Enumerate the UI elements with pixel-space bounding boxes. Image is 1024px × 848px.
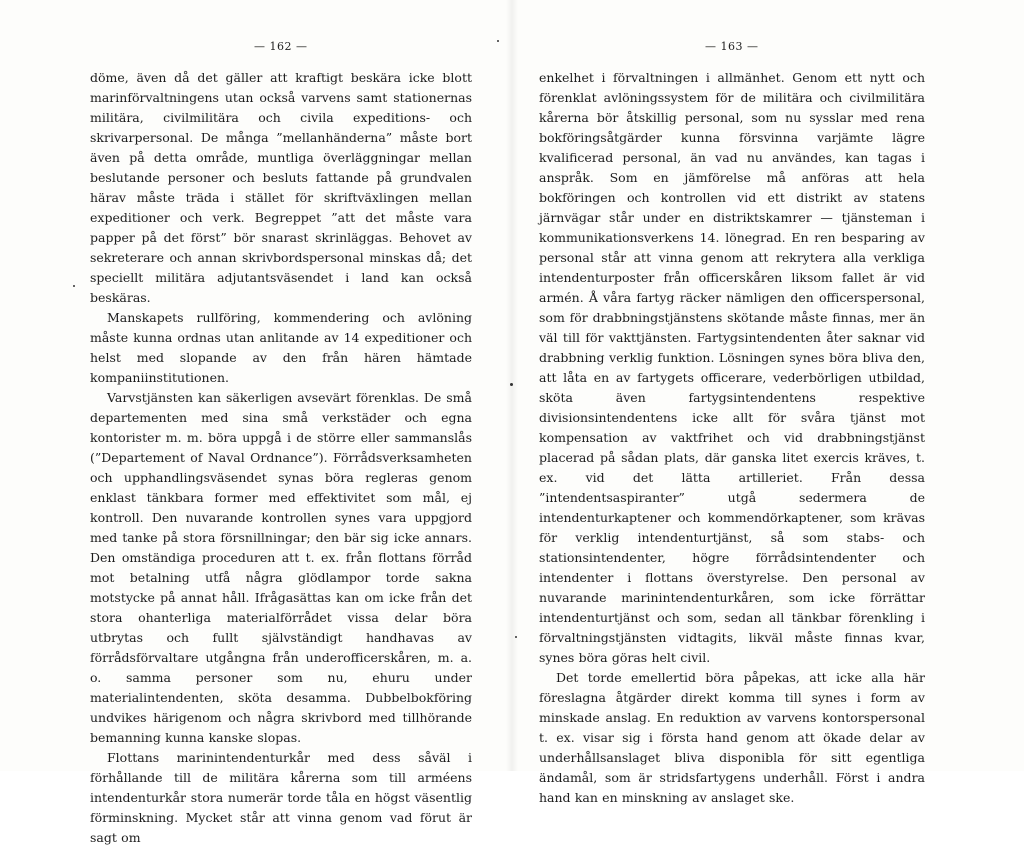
paragraph: Manskapets rullföring, kommendering och avlöning måste kunna ordnas utan anlitande av 14 expeditioner och helst med slopande av den från hären hämtade kompaniinstitutionen.: [90, 310, 472, 385]
page-number-left: — 162 —: [254, 40, 308, 53]
paragraph: Varvstjänsten kan säkerligen avsevärt förenklas. De små departementen med sina små verkstäder och egna kontorister m. m. böra uppgå i de större eller sammanslås (”Departement of Naval Ordnance”). Förrådsverksamheten och upphandlingsväsendet synas böra regleras genom enklast tänkbara former med effektivitet som mål, ej kontroll. Den nuvarande kontrollen synes vara uppgjord med tanke på stora försnillningar; den bär sig icke annars. Den omständiga proceduren att t. ex. från flottans förråd mot betalning utfå några glödlampor torde sakna motstycke på annat håll. Ifrågasättas kan om icke från det stora ohanterliga materialförrådet vissa delar böra utbrytas och fullt självständigt handhavas av förrådsförvaltare utgångna från underofficerskåren, m. a. o. samma personer som nu, ehuru under materialintendenten, sköta desamma. Dubbelbokföring undvikes härigenom och några skrivbord med tillhörande bemanning kunna kanske slopas.: [90, 390, 472, 745]
print-speck: [497, 40, 499, 42]
right-text-column: [539, 68, 925, 808]
paragraph: Det torde emellertid böra påpekas, att icke alla här föreslagna åtgärder direkt komma till synes i form av minskade anslag. En reduktion av varvens kontorspersonal t. ex. visar sig i första hand genom att ökade delar av underhållsanslaget bliva disponibla för sitt egentliga ändamål, som är stridsfartygens underhåll. Först i andra hand kan en minskning av anslaget ske.: [539, 670, 925, 805]
paragraph: döme, även då det gäller att kraftigt beskära icke blott marinförvaltningens utan också varvens samt stationernas militära, civilmilitära och civila expeditions- och skrivarpersonal. De många ”mellanhänderna” måste bort även på detta område, muntliga överläggningar mellan beslutande personer och besluts fattande på grundvalen härav måste träda i stället för skriftväxlingen mellan expeditioner och verk. Begreppet ”att det måste vara papper på det först” bör snarast skrinläggas. Behovet av sekreterare och annan skrivbordspersonal minskas då; det speciellt militära adjutantsväsendet i land kan också beskäras.: [90, 70, 472, 305]
paragraph: Flottans marinintendenturkår med dess såväl i förhållande till de militära kårerna som till arméens intendenturkår stora numerär torde tåla en högst väsentlig förminskning. Mycket står att vinna genom vad förut är sagt om: [90, 750, 472, 845]
page-number-right: — 163 —: [705, 40, 759, 53]
print-speck: [510, 383, 513, 386]
print-speck: [515, 636, 517, 638]
print-speck: [73, 285, 75, 287]
left-text-column: [90, 68, 472, 848]
left-page: [0, 0, 512, 845]
paragraph: enkelhet i förvaltningen i allmänhet. Genom ett nytt och förenklat avlöningssystem för de militära och civilmilitära kårerna bör åtskillig personal, som nu sysslar med rena bokföringsåtgärder kunna försvinna varjämte lägre kvalificerad personal, än vad nu användes, kan tagas i anspråk. Som en jämförelse må anföras att hela bokföringen och kontrollen vid ett distrikt av statens järnvägar står under en distriktskamrer — tjänsteman i kommunikationsverkens 14. lönegrad. En ren besparing av personal står att vinna genom att rekrytera alla verkliga intendenturposter från officerskåren liksom fallet är vid armén. Å våra fartyg räcker nämligen den officerspersonal, som för drabbningstjänstens skötande måste finnas, mer än väl till för vakttjänsten. Fartygsintendenten åter saknar vid drabbning verklig funktion. Lösningen synes böra bliva den, att låta en av fartygets officerare, vederbörligen utbildad, sköta även fartygsintendentens respektive divisionsintendentens icke allt för svåra tjänst mot kompensation av vaktfrihet och vid drabbningstjänst placerad på sådan plats, där ganska litet exercis kräves, t. ex. vid det lätta artilleriet. Från dessa ”intendentsaspiranter” utgå sedermera de intendenturkaptener och kommendörkaptener, som krävas för verklig intendenturtjänst, så som stabs- och stationsintendenter, högre förrådsintendenter och intendenter i flottans överstyrelse. Den personal av nuvarande marinintendenturkåren, som icke förrättar intendenturtjänst och som, sedan all tänkbar förenkling i förvaltningstjänsten vidtagits, likväl måste finnas kvar, synes böra göras helt civil.: [539, 70, 925, 665]
right-page: [512, 0, 1024, 805]
